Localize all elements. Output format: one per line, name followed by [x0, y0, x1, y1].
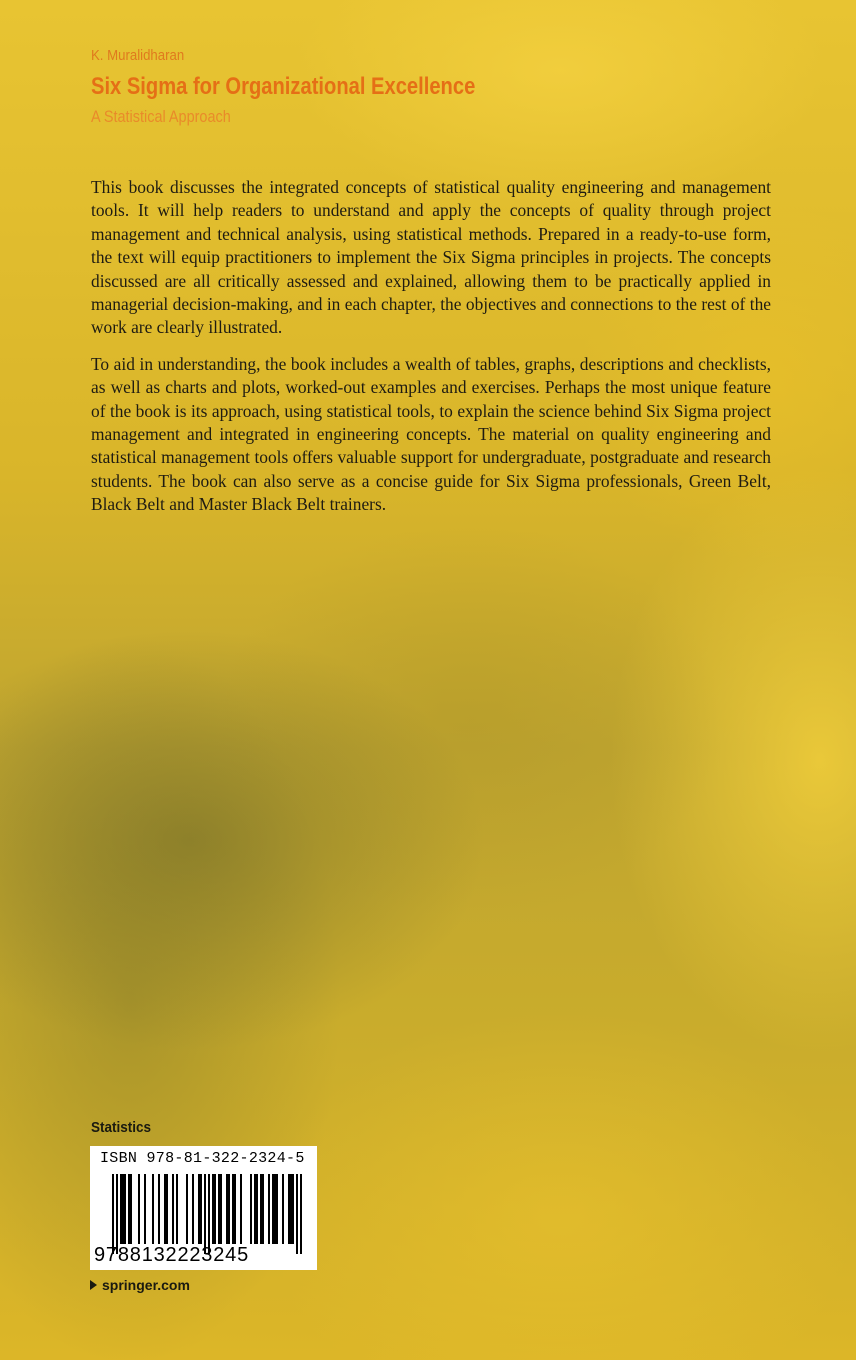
barcode-bar [172, 1174, 174, 1244]
barcode-bar [250, 1174, 252, 1244]
barcode-bar [290, 1174, 292, 1244]
barcode-bar [220, 1174, 222, 1244]
barcode-bar [256, 1174, 258, 1244]
barcode-bar [254, 1174, 256, 1244]
barcode-bar [204, 1174, 206, 1254]
book-subtitle: A Statistical Approach [91, 107, 231, 126]
barcode-bar [232, 1174, 234, 1244]
publisher-url: springer.com [102, 1277, 190, 1293]
isbn-barcode [90, 1146, 317, 1270]
barcode-bar [120, 1174, 122, 1244]
barcode-bar [288, 1174, 290, 1244]
book-description [91, 176, 771, 530]
barcode-bar [276, 1174, 278, 1244]
book-title: Six Sigma for Organizational Excellence [91, 73, 476, 100]
barcode-bar [200, 1174, 202, 1244]
barcode-bar [272, 1174, 274, 1244]
barcode-bar [218, 1174, 220, 1244]
barcode-bar [166, 1174, 168, 1244]
barcode-bar [198, 1174, 200, 1244]
barcode-bar [164, 1174, 166, 1244]
barcode-bar [152, 1174, 154, 1244]
barcode-digits: 9788132223245 [94, 1244, 249, 1266]
barcode-bar [274, 1174, 276, 1244]
author-name: K. Muralidharan [91, 47, 185, 64]
barcode-bar [208, 1174, 210, 1254]
isbn-label: ISBN 978-81-322-2324-5 [100, 1150, 305, 1167]
barcode-bar [292, 1174, 294, 1244]
barcode-bar [282, 1174, 284, 1244]
description-paragraph-1: This book discusses the integrated concepts of statistical quality engineering and management tools. It will help readers to understand and apply the concepts of quality through project management and technical analysis, using statistical methods. Prepared in a ready-to-use form, the text will equip practitioners to implement the Six Sigma principles in projects. The concepts discussed are all critically assessed and explained, allowing them to be practically applied in managerial decision-making, and in each chapter, the objectives and connections to the rest of the work are clearly illustrated. [91, 177, 771, 338]
barcode-bar [138, 1174, 140, 1244]
barcode-bar [212, 1174, 214, 1244]
barcode-bar [300, 1174, 302, 1254]
barcode-bar [262, 1174, 264, 1244]
barcode-bar [228, 1174, 230, 1244]
barcode-bar [240, 1174, 242, 1244]
description-paragraph-2: To aid in understanding, the book includes a wealth of tables, graphs, descriptions and checklists, as well as charts and plots, worked-out examples and exercises. Perhaps the most unique feature of the book is its approach, using statistical tools, to explain the science behind Six Sigma project management and integrated in engineering concepts. The material on quality engineering and statistical management tools offers valuable support for undergraduate, postgraduate and research students. The book can also serve as a concise guide for Six Sigma professionals, Green Belt, Black Belt and Master Black Belt trainers. [91, 353, 771, 515]
barcode-bar [130, 1174, 132, 1244]
barcode-bar [124, 1174, 126, 1244]
barcode-bar [214, 1174, 216, 1244]
barcode-bar [122, 1174, 124, 1244]
barcode-bar [234, 1174, 236, 1244]
triangle-right-icon [90, 1280, 97, 1290]
barcode-bar [192, 1174, 194, 1244]
barcode-bar [260, 1174, 262, 1244]
barcode-bar [112, 1174, 114, 1254]
barcode-bar [144, 1174, 146, 1244]
barcode-bar [296, 1174, 298, 1254]
barcode-bar [268, 1174, 270, 1244]
subject-category: Statistics [91, 1119, 152, 1136]
publisher-link[interactable] [90, 1277, 190, 1293]
barcode-bar [158, 1174, 160, 1244]
barcode-bar [186, 1174, 188, 1244]
barcode-bar [116, 1174, 118, 1254]
barcode-bar [176, 1174, 178, 1244]
barcode-bar [226, 1174, 228, 1244]
barcode-bar [128, 1174, 130, 1244]
